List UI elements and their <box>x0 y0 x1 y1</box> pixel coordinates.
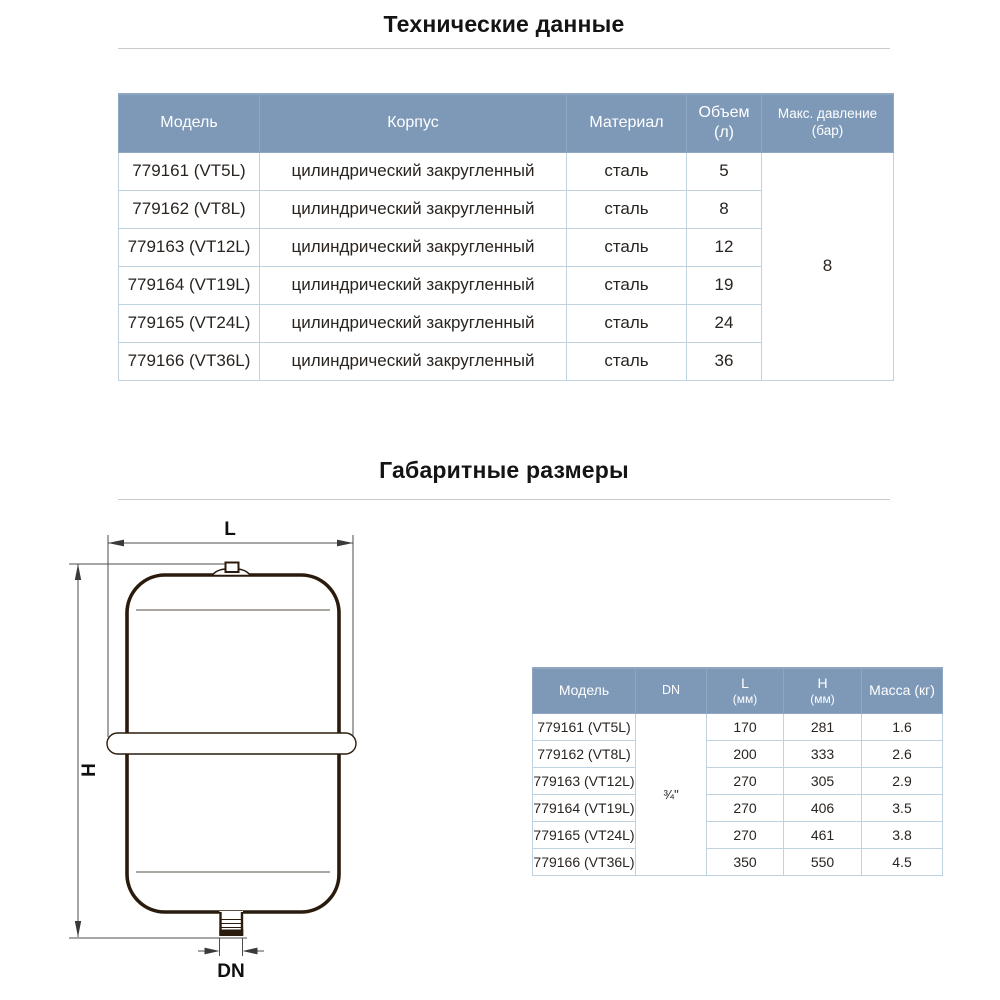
technical-table-header <box>119 94 894 152</box>
cell-model: 779165 (VT24L) <box>119 304 260 342</box>
dimensions-table-header <box>533 668 943 713</box>
tank-dimensional-drawing <box>50 502 390 997</box>
cell-material: сталь <box>567 152 687 190</box>
cell-mass: 4.5 <box>862 848 943 875</box>
divider-line <box>118 48 890 49</box>
cell-model: 779163 (VT12L) <box>119 228 260 266</box>
cell-model: 779166 (VT36L) <box>533 848 636 875</box>
arrowhead-down <box>75 921 81 937</box>
cell-volume: 8 <box>687 190 762 228</box>
technical-data-table <box>118 93 894 381</box>
table-row <box>119 152 894 190</box>
cell-volume: 12 <box>687 228 762 266</box>
col-header-max-pressure-line2: (бар) <box>811 123 844 139</box>
col-header-material: Материал <box>567 94 687 152</box>
col-header-h-line1: H <box>817 675 828 692</box>
cell-model: 779165 (VT24L) <box>533 821 636 848</box>
col-header-max-pressure-line1: Макс. давление <box>777 106 878 122</box>
connection-collar <box>219 930 243 937</box>
col-header-model: Модель <box>533 668 636 713</box>
cell-h: 461 <box>784 821 862 848</box>
mounting-strap <box>107 733 356 754</box>
cell-model: 779161 (VT5L) <box>119 152 260 190</box>
cell-body: цилиндрический закругленный <box>260 152 567 190</box>
cell-l: 270 <box>707 767 784 794</box>
col-header-l-line1: L <box>741 675 749 692</box>
dimension-label-h: H <box>79 763 100 777</box>
table-row <box>533 821 943 848</box>
col-header-h <box>784 668 862 713</box>
cell-body: цилиндрический закругленный <box>260 342 567 380</box>
col-header-dn: DN <box>636 668 707 713</box>
col-header-l-line2: (мм) <box>732 691 758 706</box>
col-header-body: Корпус <box>260 94 567 152</box>
cell-max-pressure-merged: 8 <box>762 152 894 380</box>
table-row <box>533 713 943 740</box>
header-row <box>119 94 894 152</box>
cell-mass: 1.6 <box>862 713 943 740</box>
arrowhead-inward-right <box>205 948 220 955</box>
section-title-technical-data: Технические данные <box>383 11 625 37</box>
cell-material: сталь <box>567 342 687 380</box>
air-valve-cap <box>226 563 239 573</box>
dimensions-table <box>532 667 943 876</box>
cell-material: сталь <box>567 266 687 304</box>
table-row <box>533 794 943 821</box>
section-title-dimensions: Габаритные размеры <box>379 457 629 483</box>
cell-body: цилиндрический закругленный <box>260 266 567 304</box>
cell-l: 200 <box>707 740 784 767</box>
cell-material: сталь <box>567 304 687 342</box>
cell-h: 550 <box>784 848 862 875</box>
cell-l: 350 <box>707 848 784 875</box>
cell-body: цилиндрический закругленный <box>260 228 567 266</box>
cell-volume: 5 <box>687 152 762 190</box>
arrowhead-left <box>108 540 124 547</box>
cell-mass: 2.6 <box>862 740 943 767</box>
cell-h: 406 <box>784 794 862 821</box>
col-header-model: Модель <box>119 94 260 152</box>
cell-model: 779162 (VT8L) <box>533 740 636 767</box>
cell-dn-merged: ¾" <box>636 713 707 875</box>
dimension-label-l: L <box>224 519 236 540</box>
arrowhead-right <box>337 540 353 547</box>
cell-h: 333 <box>784 740 862 767</box>
cell-l: 170 <box>707 713 784 740</box>
cell-material: сталь <box>567 190 687 228</box>
col-header-volume-line2: (л) <box>714 124 734 142</box>
cell-l: 270 <box>707 821 784 848</box>
cell-mass: 3.8 <box>862 821 943 848</box>
col-header-l <box>707 668 784 713</box>
cell-h: 281 <box>784 713 862 740</box>
cell-model: 779161 (VT5L) <box>533 713 636 740</box>
cell-model: 779163 (VT12L) <box>533 767 636 794</box>
cell-body: цилиндрический закругленный <box>260 190 567 228</box>
cell-body: цилиндрический закругленный <box>260 304 567 342</box>
cell-volume: 19 <box>687 266 762 304</box>
cell-model: 779166 (VT36L) <box>119 342 260 380</box>
col-header-volume-line1: Объем <box>698 104 750 122</box>
cell-volume: 24 <box>687 304 762 342</box>
cell-mass: 2.9 <box>862 767 943 794</box>
cell-material: сталь <box>567 228 687 266</box>
table-row <box>533 740 943 767</box>
col-header-mass: Масса (кг) <box>862 668 943 713</box>
col-header-h-line2: (мм) <box>810 691 835 706</box>
cell-h: 305 <box>784 767 862 794</box>
cell-l: 270 <box>707 794 784 821</box>
col-header-volume <box>687 94 762 152</box>
cell-volume: 36 <box>687 342 762 380</box>
cell-model: 779164 (VT19L) <box>119 266 260 304</box>
table-row <box>533 848 943 875</box>
col-header-max-pressure <box>762 94 894 152</box>
cell-model: 779164 (VT19L) <box>533 794 636 821</box>
arrowhead-up <box>75 564 81 580</box>
cell-mass: 3.5 <box>862 794 943 821</box>
divider-line <box>118 499 890 500</box>
dimension-label-dn: DN <box>217 961 245 982</box>
table-row <box>533 767 943 794</box>
arrowhead-inward-left <box>243 948 258 955</box>
cell-model: 779162 (VT8L) <box>119 190 260 228</box>
header-row <box>533 668 943 713</box>
